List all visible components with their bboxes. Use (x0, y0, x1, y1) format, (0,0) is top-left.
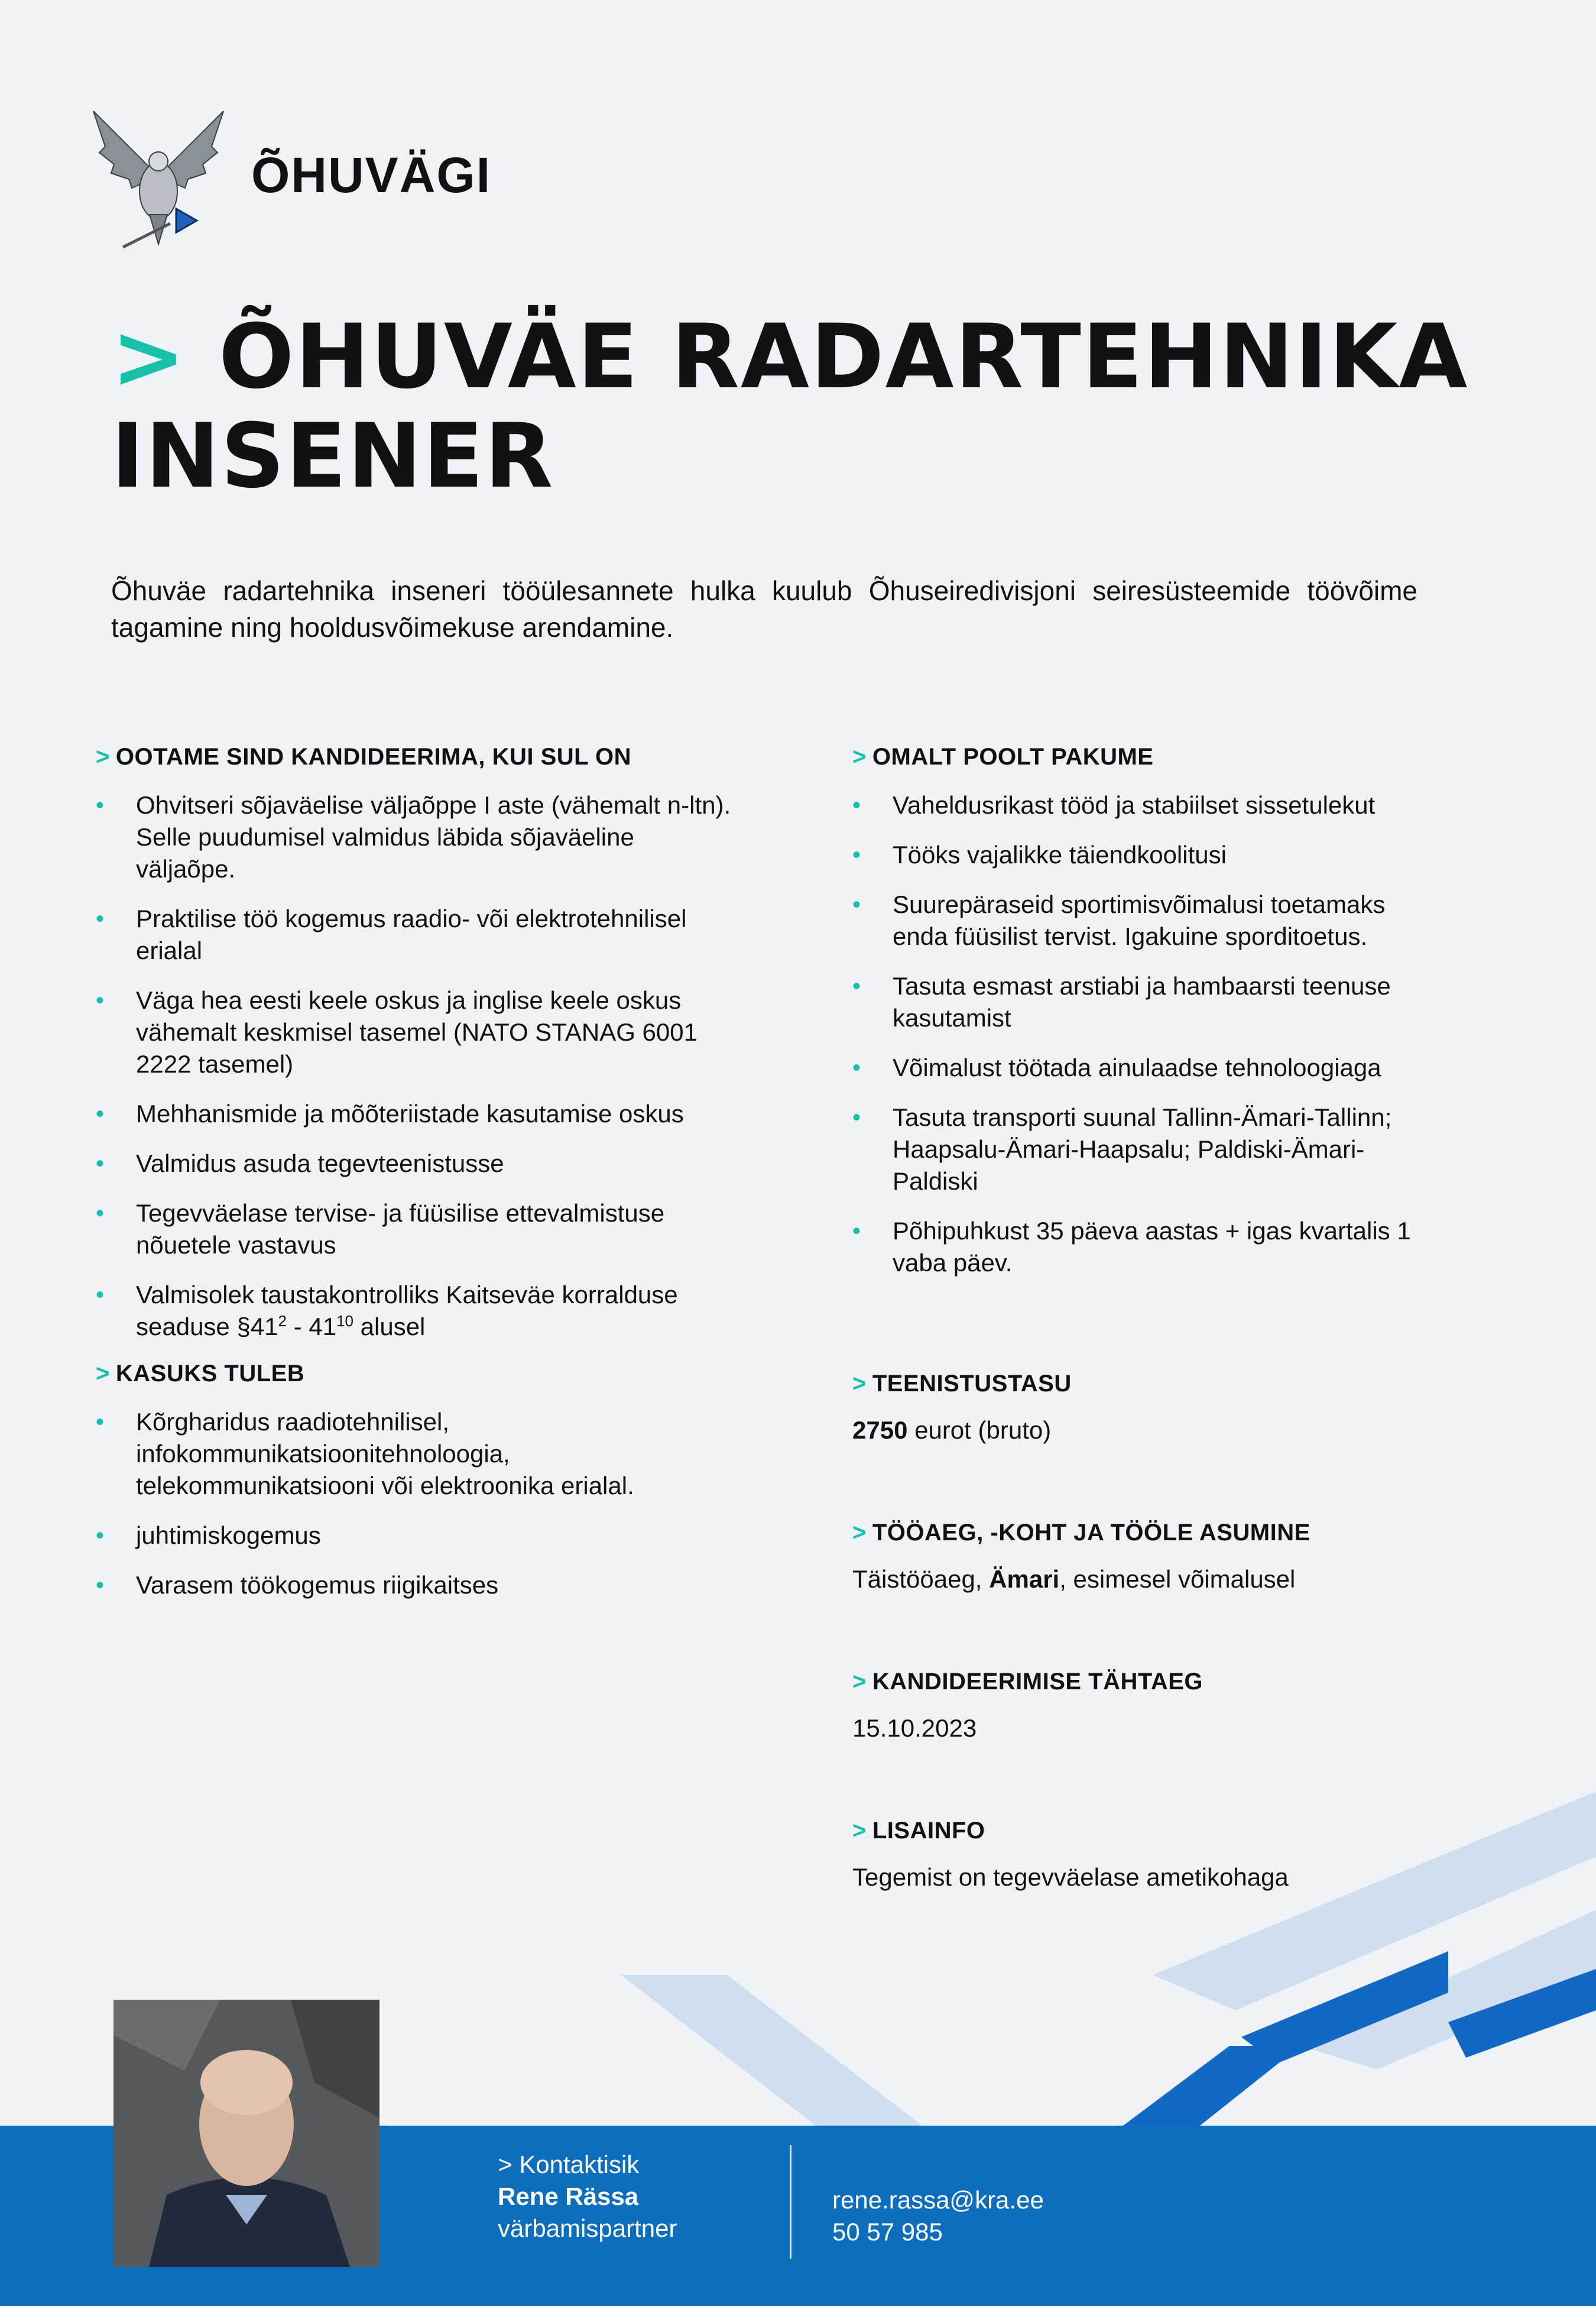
contact-person (498, 2149, 677, 2245)
eagle-logo (87, 105, 229, 259)
contact-email[interactable]: rene.rassa@kra.ee (832, 2186, 1044, 2214)
list-item: • Valmisolek taustakontrolliks Kaitseväe korralduse seaduse $\S 41^2 - 41^{10}$ alusel (96, 1279, 740, 1343)
page-title (111, 307, 1471, 506)
intro-paragraph: Õhuväe radartehnika inseneri tööülesannete hulka kuulub Õhuseiredivisjoni seiresüsteemide töövõime tagamine ning hooldusvõimekuse arendamine. (111, 575, 1417, 643)
deadline-heading: > KANDIDEERIMISE TÄHTAEG (852, 1669, 1204, 1695)
extra-info-heading: > LISAINFO (852, 1818, 985, 1844)
list-item: • Tegevväelase tervise- ja füüsilise ettevalmistuse nõuetele vastavus (96, 1197, 740, 1261)
contact-details (832, 2184, 1044, 2248)
list-item: • Kõrgharidus raadiotehnilisel, infokommunikatsioonitehnoloogia, telekommunikatsiooni või elektroonika erialal. (96, 1406, 740, 1502)
list-item: • Tasuta transporti suunal Tallinn-Ämari-Tallinn; Haapsalu-Ämari-Haapsalu; Paldiski-Ämari-Paldiski (852, 1102, 1443, 1197)
brand-name: ÕHUVÄGI (251, 147, 492, 203)
worktime-value: Täistööaeg, Ämari, esimesel võimalusel (852, 1565, 1296, 1593)
offer-heading: > OMALT POOLT PAKUME (852, 744, 1154, 770)
contact-label: > Kontaktisik (498, 2150, 640, 2178)
list-item: • juhtimiskogemus (96, 1520, 740, 1552)
requirements-list (96, 789, 740, 1343)
list-item: • Suurepäraseid sportimisvõimalusi toetamaks enda füüsilist tervist. Igakuine sporditoetus. (852, 889, 1443, 953)
worktime-section (852, 1520, 1443, 1596)
list-item: • Tööks vajalikke täiendkoolitusi (852, 839, 1443, 871)
contact-phone[interactable]: 50 57 985 (832, 2218, 943, 2246)
list-item: • Võimalust töötada ainulaadse tehnoloogiaga (852, 1052, 1443, 1084)
list-item: • Vaheldusrikast tööd ja stabiilset sissetulekut (852, 789, 1443, 821)
list-item: • Väga hea eesti keele oskus ja inglise keele oskus vähemalt keskmisel tasemel (NATO STANAG 6001 2222 tasemel) (96, 984, 740, 1080)
title-arrow: > (111, 306, 187, 409)
salary-heading: > TEENISTUSTASU (852, 1371, 1072, 1397)
offer-list (852, 789, 1443, 1279)
list-item: • Põhipuhkust 35 päeva aastas + igas kvartalis 1 vaba päev. (852, 1215, 1443, 1279)
list-item: • Varasem töökogemus riigikaitses (96, 1569, 740, 1601)
list-item: • Mehhanismide ja mõõteriistade kasutamise oskus (96, 1098, 740, 1130)
left-column (96, 744, 740, 1619)
salary-section (852, 1371, 1443, 1447)
contact-photo (113, 2000, 379, 2267)
right-column (852, 744, 1443, 1297)
worktime-heading: > TÖÖAEG, -KOHT JA TÖÖLE ASUMINE (852, 1520, 1310, 1546)
deadline-value: 15.10.2023 (852, 1714, 977, 1742)
contact-role: värbamispartner (498, 2214, 677, 2242)
requirements-heading: > OOTAME SIND KANDIDEERIMA, KUI SUL ON (96, 744, 631, 770)
list-item: • Valmidus asuda tegevteenistusse (96, 1148, 740, 1180)
contact-name: Rene Rässa (498, 2182, 639, 2210)
advantage-list (96, 1406, 740, 1601)
list-item: • Praktilise töö kogemus raadio- või elektrotehnilisel erialal (96, 903, 740, 967)
title-line-2: INSENER (111, 405, 554, 508)
list-item: • Tasuta esmast arstiabi ja hambaarsti teenuse kasutamist (852, 970, 1443, 1034)
footer-divider (790, 2145, 791, 2259)
list-item: • Ohvitseri sõjaväelise väljaõppe I aste (vähemalt n-ltn). Selle puudumisel valmidus läbida sõjaväeline väljaõpe. (96, 789, 740, 885)
advantage-heading: > KASUKS TULEB (96, 1361, 305, 1387)
salary-value: 2750 eurot (bruto) (852, 1416, 1052, 1444)
extra-info-value: Tegemist on tegevväelase ametikohaga (852, 1863, 1289, 1891)
title-line-1: ÕHUVÄE RADARTEHNIKA (218, 306, 1469, 409)
